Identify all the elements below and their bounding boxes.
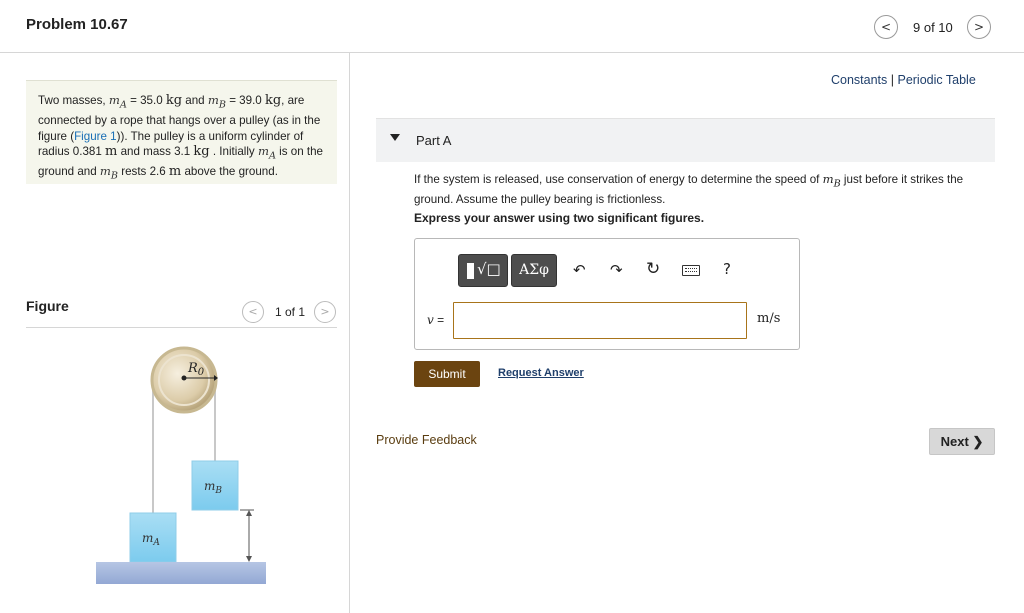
greek-symbols-button[interactable]: ΑΣφ (511, 254, 557, 287)
answer-variable-label: v = (427, 313, 445, 327)
answer-unit: m/s (757, 311, 781, 326)
redo-icon[interactable]: ↷ (610, 261, 623, 279)
provide-feedback-link[interactable]: Provide Feedback (376, 433, 477, 447)
problem-title: Problem 10.67 (26, 16, 128, 33)
next-button[interactable]: Next ❯ (929, 428, 995, 455)
templates-button[interactable]: √□ (458, 254, 508, 287)
figure-divider (26, 327, 337, 328)
previous-problem-button[interactable]: < (874, 15, 898, 39)
problem-statement: Two masses, $m_A = 35.0$ kg and $m_B = 39.0$ kg, are connected by a rope that hangs over a pulley (as in the figure (Figure 1)). The pulley is a uniform cylinder of radius 0.381 m and mass 3.1 kg . Initially $m_A$ is on the ground and $m_B$ rests 2.6 m above the ground. (26, 80, 337, 184)
next-problem-button[interactable]: > (967, 15, 991, 39)
problem-page-count: 9 of 10 (913, 20, 953, 35)
mass-b-label: $m_B$ (204, 479, 223, 496)
answer-instruction: Express your answer using two significant figures. (414, 211, 705, 225)
ground (96, 562, 266, 584)
figure-heading: Figure (26, 298, 69, 314)
help-icon[interactable]: ? (723, 260, 731, 278)
undo-icon[interactable]: ↶ (573, 261, 586, 279)
template-block-icon (467, 263, 474, 279)
var-mb: $m_B$ (207, 93, 226, 111)
figure-link[interactable]: Figure 1 (74, 129, 117, 143)
submit-button[interactable]: Submit (414, 361, 480, 387)
pulley-figure (90, 340, 280, 590)
answer-input[interactable] (453, 302, 747, 339)
constants-link[interactable]: Constants (831, 73, 888, 87)
top-bar (0, 0, 1024, 53)
pulley-radius-label: $R_0$ (188, 361, 205, 378)
mass-a-label: $m_A$ (142, 531, 160, 548)
figure-count: 1 of 1 (275, 305, 306, 319)
reference-links: Constants | Periodic Table (831, 73, 976, 87)
keyboard-icon[interactable] (682, 265, 700, 276)
collapse-caret-icon[interactable] (390, 134, 400, 141)
figure-next-button[interactable]: > (314, 301, 336, 323)
column-divider (349, 53, 350, 613)
part-a-header[interactable] (376, 118, 995, 162)
answer-box (414, 238, 800, 350)
question-text: If the system is released, use conservation of energy to determine the speed of $m_B$ just before it strikes the ground. Assume the pulley bearing is frictionless. (414, 172, 964, 206)
figure-prev-button[interactable]: < (242, 301, 264, 323)
request-answer-link[interactable]: Request Answer (498, 367, 584, 379)
periodic-table-link[interactable]: Periodic Table (897, 73, 976, 87)
reset-icon[interactable]: ↻ (646, 259, 661, 279)
part-title: Part A (416, 133, 452, 148)
var-ma: $m_A$ (108, 93, 127, 111)
